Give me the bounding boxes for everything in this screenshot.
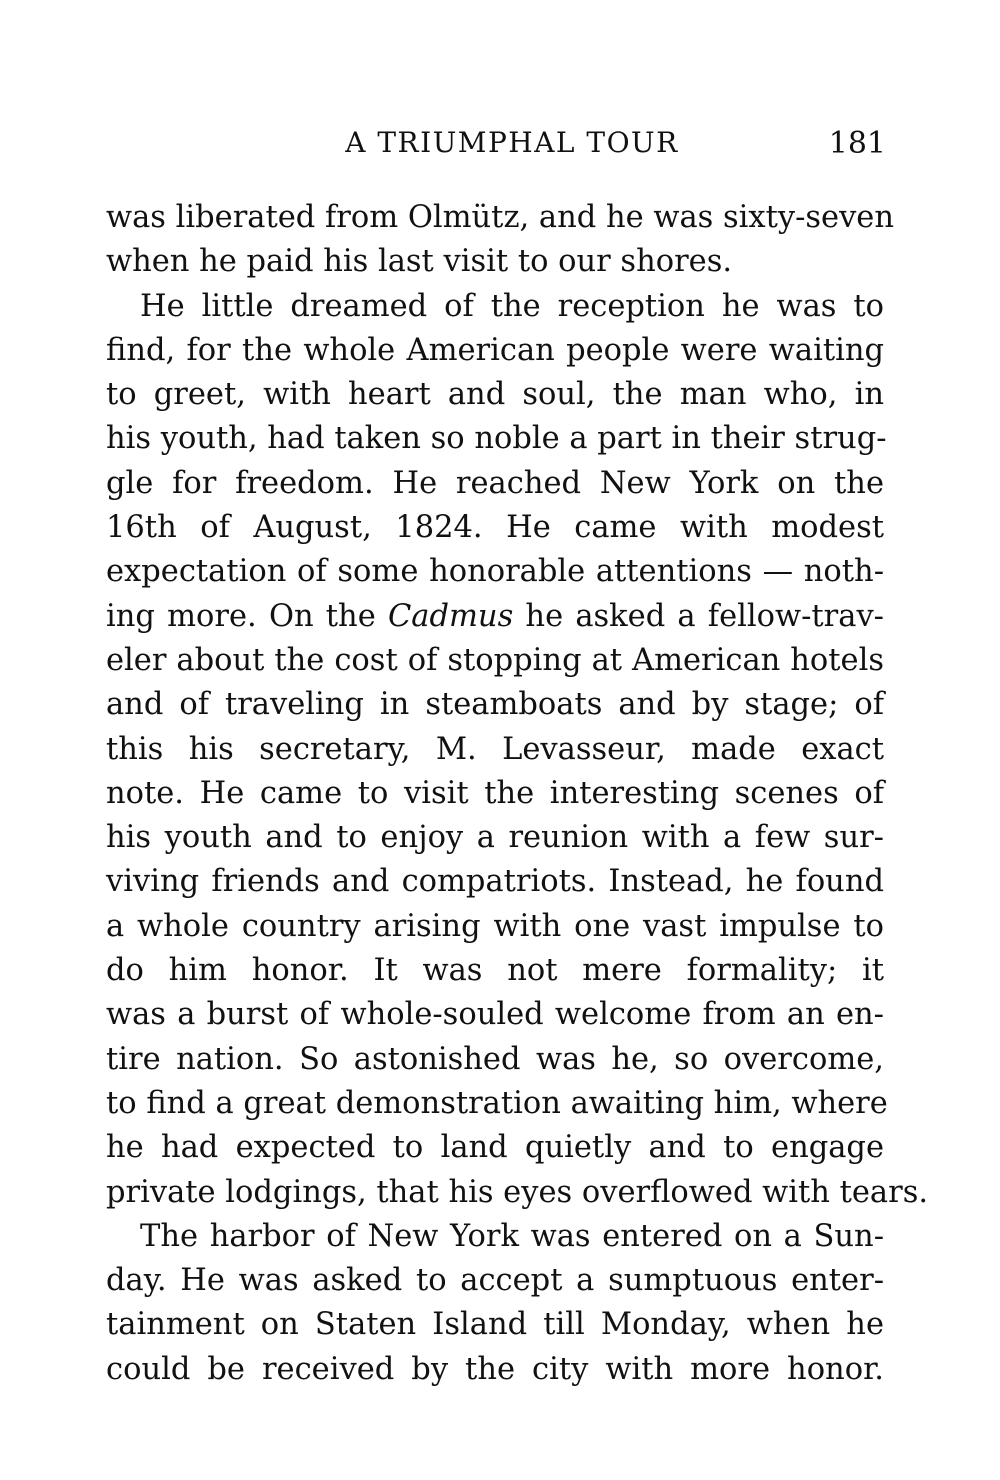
text-line: was liberated from Olmütz, and he was sixty-seven bbox=[106, 200, 894, 235]
text-line: do him honor. It was not mere formality; it bbox=[106, 953, 884, 989]
text-line: this his secretary, M. Levasseur, made exact bbox=[106, 731, 884, 767]
text-line: his youth and to enjoy a reunion with a few sur- bbox=[106, 820, 884, 856]
text-line: could be received by the city with more honor. bbox=[106, 1351, 884, 1387]
text-line: find, for the whole American people were waiting bbox=[106, 332, 884, 368]
text-line: when he paid his last visit to our shores. bbox=[106, 244, 733, 280]
text-line: to find a great demonstration awaiting him, where bbox=[106, 1085, 888, 1121]
running-title: A TRIUMPHAL TOUR bbox=[345, 126, 679, 159]
text-line: 16th of August, 1824. He came with modest bbox=[106, 510, 884, 546]
body-text bbox=[106, 196, 929, 1392]
text-line: his youth, had taken so noble a part in their strug- bbox=[106, 421, 887, 457]
text-line: he had expected to land quietly and to engage bbox=[106, 1130, 884, 1166]
text-line: viving friends and compatriots. Instead, he found bbox=[106, 864, 884, 900]
text-line: was a burst of whole-souled welcome from an en- bbox=[106, 997, 884, 1033]
text-line: The harbor of New York was entered on a Sun- bbox=[140, 1218, 884, 1254]
text-line: tainment on Staten Island till Monday, when he bbox=[106, 1307, 884, 1343]
text-line: and of traveling in steamboats and by stage; of bbox=[106, 687, 884, 723]
text-line: eler about the cost of stopping at American hotels bbox=[106, 642, 884, 678]
text-line: gle for freedom. He reached New York on the bbox=[106, 465, 884, 501]
text-line: a whole country arising with one vast impulse to bbox=[106, 908, 884, 944]
text-line: He little dreamed of the reception he was to bbox=[140, 288, 884, 324]
text-segment: ing more. On the bbox=[106, 598, 388, 634]
text-line: tire nation. So astonished was he, so overcome, bbox=[106, 1041, 884, 1077]
ship-name-italic: Cadmus bbox=[387, 598, 514, 634]
text-line: expectation of some honorable attentions — noth- bbox=[106, 554, 884, 590]
page-number: 181 bbox=[828, 126, 886, 161]
text-segment: he asked a fellow-trav- bbox=[513, 598, 884, 634]
text-line: private lodgings, that his eyes overflowed with tears. bbox=[106, 1174, 929, 1210]
page-header bbox=[108, 116, 886, 166]
text-line: day. He was asked to accept a sumptuous enter- bbox=[106, 1263, 884, 1299]
text-line: to greet, with heart and soul, the man who, in bbox=[106, 377, 884, 413]
text-line bbox=[106, 595, 884, 639]
text-line: note. He came to visit the interesting scenes of bbox=[106, 775, 884, 811]
